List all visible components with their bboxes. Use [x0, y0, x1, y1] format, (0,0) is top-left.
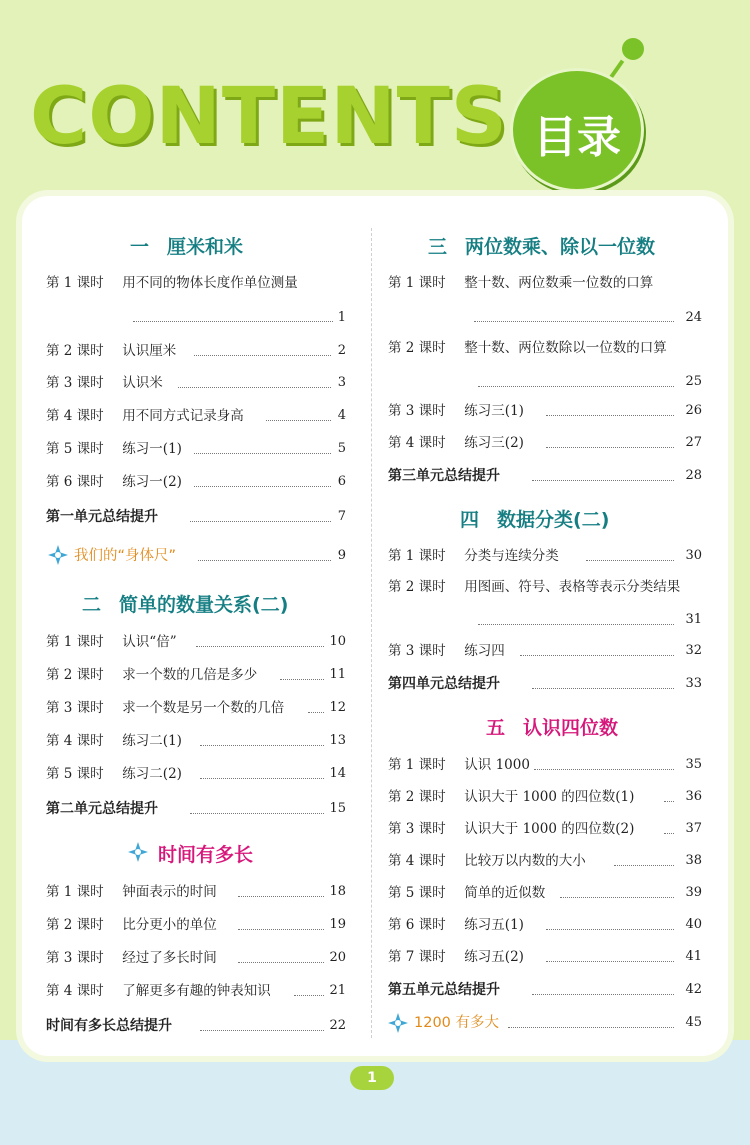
lesson-number: 第 6 课时 [388, 917, 446, 933]
toc-entry[interactable] [388, 401, 524, 421]
dot-leader [196, 646, 324, 647]
page-number: 22 [329, 1018, 346, 1033]
dot-leader [238, 929, 324, 930]
time-summary[interactable]: 时间有多长总结提升 [46, 1018, 172, 1034]
toc-entry[interactable] [388, 915, 524, 935]
dot-leader [178, 387, 331, 388]
unit4-number: 四 [460, 509, 480, 531]
unit3-summary[interactable]: 第三单元总结提升 [388, 468, 500, 484]
toc-entry[interactable] [46, 915, 217, 935]
page-number: 20 [329, 950, 346, 965]
dot-leader [532, 994, 674, 995]
lesson-title: 用不同的物体长度作单位测量 [122, 275, 298, 291]
lesson-number: 第 4 课时 [46, 733, 104, 749]
page-number: 36 [685, 789, 702, 804]
lesson-number: 第 3 课时 [388, 821, 446, 837]
lesson-number: 第 7 课时 [388, 949, 446, 965]
page-number: 11 [329, 667, 346, 682]
toc-entry[interactable] [388, 546, 559, 566]
lesson-title: 简单的近似数 [464, 885, 546, 901]
page-number: 27 [685, 435, 702, 450]
toc-entry[interactable] [388, 641, 505, 661]
column-divider [371, 228, 372, 1038]
toc-entry[interactable] [388, 851, 586, 871]
toc-entry[interactable] [46, 341, 176, 361]
lesson-number: 第 1 课时 [388, 275, 446, 291]
toc-entry[interactable] [46, 273, 298, 293]
unit5-heading [486, 713, 618, 740]
lesson-number: 第 2 课时 [388, 579, 446, 595]
unit4-heading [460, 505, 609, 532]
page-number: 32 [685, 643, 702, 658]
toc-entry[interactable] [388, 883, 545, 903]
dot-leader [664, 801, 674, 802]
toc-entry[interactable] [46, 406, 244, 426]
lesson-title: 练习二(2) [122, 766, 182, 782]
lesson-number: 第 2 课时 [388, 789, 446, 805]
lesson-title: 练习五(1) [464, 917, 524, 933]
compass-star-icon [48, 545, 68, 565]
lesson-number: 第 2 课时 [388, 340, 446, 356]
page-number: 7 [337, 509, 346, 524]
page-number: 30 [685, 548, 702, 563]
lesson-number: 第 3 课时 [46, 700, 104, 716]
dot-leader [614, 865, 674, 866]
page-number: 14 [329, 766, 346, 781]
toc-entry[interactable] [388, 338, 667, 358]
page-number: 24 [685, 310, 702, 325]
unit3-heading [428, 232, 655, 259]
lesson-title: 练习三(1) [464, 403, 524, 419]
lesson-number: 第 4 课时 [46, 408, 104, 424]
unit5-title: 认识四位数 [523, 717, 619, 739]
page-number: 15 [329, 801, 346, 816]
dot-leader [194, 486, 331, 487]
lesson-title: 整十数、两位数乘一位数的口算 [464, 275, 654, 291]
catalog-badge [510, 68, 644, 192]
toc-entry[interactable] [46, 764, 182, 784]
special-topic-body-ruler[interactable]: 我们的“身体尺” [74, 548, 177, 564]
lesson-number: 第 3 课时 [388, 643, 446, 659]
dot-leader [532, 688, 674, 689]
lesson-number: 第 1 课时 [46, 275, 104, 291]
unit1-heading [130, 232, 243, 259]
page-number: 45 [685, 1015, 702, 1030]
lesson-title: 求一个数的几倍是多少 [122, 667, 258, 683]
dot-leader [664, 833, 674, 834]
page-number: 1 [337, 310, 346, 325]
special-topic-1200[interactable]: 1200 有多大 [414, 1015, 500, 1031]
lesson-title: 认识大于 1000 的四位数(2) [464, 821, 635, 837]
unit2-heading [82, 590, 288, 617]
dot-leader [546, 447, 674, 448]
lesson-number: 第 2 课时 [46, 667, 104, 683]
page-number: 21 [329, 983, 346, 998]
lesson-number: 第 3 课时 [46, 950, 104, 966]
dot-leader [200, 778, 324, 779]
toc-entry[interactable] [46, 439, 182, 459]
lesson-title: 经过了多长时间 [122, 950, 217, 966]
dot-leader [532, 480, 674, 481]
catalog-badge-text: 目录 [533, 112, 621, 163]
dot-leader [534, 769, 674, 770]
toc-entry[interactable] [46, 882, 217, 902]
lesson-title: 认识米 [122, 375, 163, 391]
page-number: 41 [685, 949, 702, 964]
page-number: 35 [685, 757, 702, 772]
lesson-number: 第 1 课时 [388, 548, 446, 564]
contents-title: CONTENTS [30, 72, 508, 162]
lesson-number: 第 5 课时 [46, 766, 104, 782]
toc-entry[interactable] [388, 819, 634, 839]
page-number: 39 [685, 885, 702, 900]
lesson-title: 钟面表示的时间 [122, 884, 217, 900]
lesson-title: 练习一(1) [122, 441, 182, 457]
dot-leader [280, 679, 324, 680]
unit2-summary[interactable]: 第二单元总结提升 [46, 801, 158, 817]
dot-leader [133, 321, 333, 322]
lesson-number: 第 4 课时 [388, 435, 446, 451]
page-number: 40 [685, 917, 702, 932]
page-number: 9 [337, 548, 346, 563]
dot-leader [508, 1027, 674, 1028]
unit4-title: 数据分类(二) [497, 509, 610, 531]
time-heading: 时间有多长 [158, 844, 254, 866]
compass-star-icon [128, 842, 148, 862]
page-number-badge: 1 [350, 1066, 394, 1090]
dot-leader [546, 961, 674, 962]
dot-leader [546, 929, 674, 930]
toc-entry[interactable] [388, 947, 524, 967]
toc-entry[interactable] [46, 731, 182, 751]
lesson-title: 用不同方式记录身高 [122, 408, 244, 424]
dot-leader [586, 560, 674, 561]
lesson-title: 了解更多有趣的钟表知识 [122, 983, 271, 999]
lesson-title: 分类与连续分类 [464, 548, 559, 564]
page-number: 28 [685, 468, 702, 483]
dot-leader [190, 521, 331, 522]
lesson-title: 求一个数是另一个数的几倍 [122, 700, 285, 716]
page-number: 4 [337, 408, 346, 423]
lesson-number: 第 6 课时 [46, 474, 104, 490]
toc-entry[interactable] [46, 472, 182, 492]
lesson-number: 第 3 课时 [388, 403, 446, 419]
toc-entry[interactable] [46, 981, 271, 1001]
page-number: 13 [329, 733, 346, 748]
dot-leader [190, 813, 324, 814]
toc-entry[interactable] [46, 948, 217, 968]
page-number: 26 [685, 403, 702, 418]
dot-leader [194, 453, 331, 454]
lesson-number: 第 2 课时 [46, 917, 104, 933]
lesson-number: 第 2 课时 [46, 343, 104, 359]
page-number: 38 [685, 853, 702, 868]
lesson-title: 用图画、符号、表格等表示分类结果 [464, 579, 681, 595]
toc-entry[interactable] [388, 433, 524, 453]
lesson-number: 第 1 课时 [46, 884, 104, 900]
dot-leader [478, 624, 674, 625]
toc-entry[interactable] [388, 787, 634, 807]
dot-leader [560, 897, 674, 898]
lesson-title: 认识 1000 [464, 757, 530, 773]
unit1-title: 厘米和米 [167, 236, 244, 258]
dot-leader [200, 1030, 324, 1031]
unit4-summary[interactable]: 第四单元总结提升 [388, 676, 500, 692]
page-number: 6 [337, 474, 346, 489]
dot-leader [194, 355, 331, 356]
dot-leader [198, 560, 331, 561]
unit2-title: 简单的数量关系(二) [119, 594, 289, 616]
toc-entry[interactable] [46, 632, 177, 652]
lesson-number: 第 1 课时 [46, 634, 104, 650]
lesson-number: 第 4 课时 [46, 983, 104, 999]
page-number: 3 [337, 375, 346, 390]
lesson-title: 练习四 [464, 643, 505, 659]
lesson-title: 认识厘米 [122, 343, 177, 359]
lesson-title: 整十数、两位数除以一位数的口算 [464, 340, 667, 356]
page-number: 2 [337, 343, 346, 358]
compass-star-icon [388, 1013, 408, 1033]
page-number: 19 [329, 917, 346, 932]
lesson-title: 认识“倍” [122, 634, 177, 650]
page-number: 31 [685, 612, 702, 627]
lesson-title: 认识大于 1000 的四位数(1) [464, 789, 635, 805]
unit2-number: 二 [82, 594, 102, 616]
toc-entry[interactable] [46, 698, 284, 718]
lesson-title: 比分更小的单位 [122, 917, 217, 933]
dot-leader [294, 995, 324, 996]
page-number: 10 [329, 634, 346, 649]
dot-leader [474, 321, 674, 322]
lesson-title: 练习三(2) [464, 435, 524, 451]
lesson-number: 第 4 课时 [388, 853, 446, 869]
toc-entry[interactable] [46, 373, 163, 393]
unit5-number: 五 [486, 717, 506, 739]
dot-leader [238, 962, 324, 963]
page-number: 42 [685, 982, 702, 997]
lesson-number: 第 5 课时 [388, 885, 446, 901]
lesson-number: 第 5 课时 [46, 441, 104, 457]
page-number: 5 [337, 441, 346, 456]
dot-leader [520, 655, 674, 656]
unit1-number: 一 [130, 236, 150, 258]
dot-leader [546, 415, 674, 416]
unit3-title: 两位数乘、除以一位数 [465, 236, 656, 258]
dot-leader [238, 896, 324, 897]
page-number: 37 [685, 821, 702, 836]
toc-entry[interactable] [388, 755, 530, 775]
unit5-summary[interactable]: 第五单元总结提升 [388, 982, 500, 998]
page-number: 25 [685, 374, 702, 389]
page-number: 12 [329, 700, 346, 715]
dot-leader [200, 745, 324, 746]
lesson-title: 比较万以内数的大小 [464, 853, 586, 869]
lesson-title: 练习二(1) [122, 733, 182, 749]
toc-entry[interactable] [46, 665, 257, 685]
unit1-summary[interactable]: 第一单元总结提升 [46, 509, 158, 525]
toc-entry[interactable] [388, 273, 653, 293]
lesson-title: 练习五(2) [464, 949, 524, 965]
page-number: 33 [685, 676, 702, 691]
lesson-title: 练习一(2) [122, 474, 182, 490]
lesson-number: 第 3 课时 [46, 375, 104, 391]
unit3-number: 三 [428, 236, 448, 258]
page-number: 18 [329, 884, 346, 899]
badge-antenna-ball [622, 38, 644, 60]
toc-entry[interactable] [388, 577, 680, 597]
dot-leader [478, 386, 674, 387]
lesson-number: 第 1 课时 [388, 757, 446, 773]
